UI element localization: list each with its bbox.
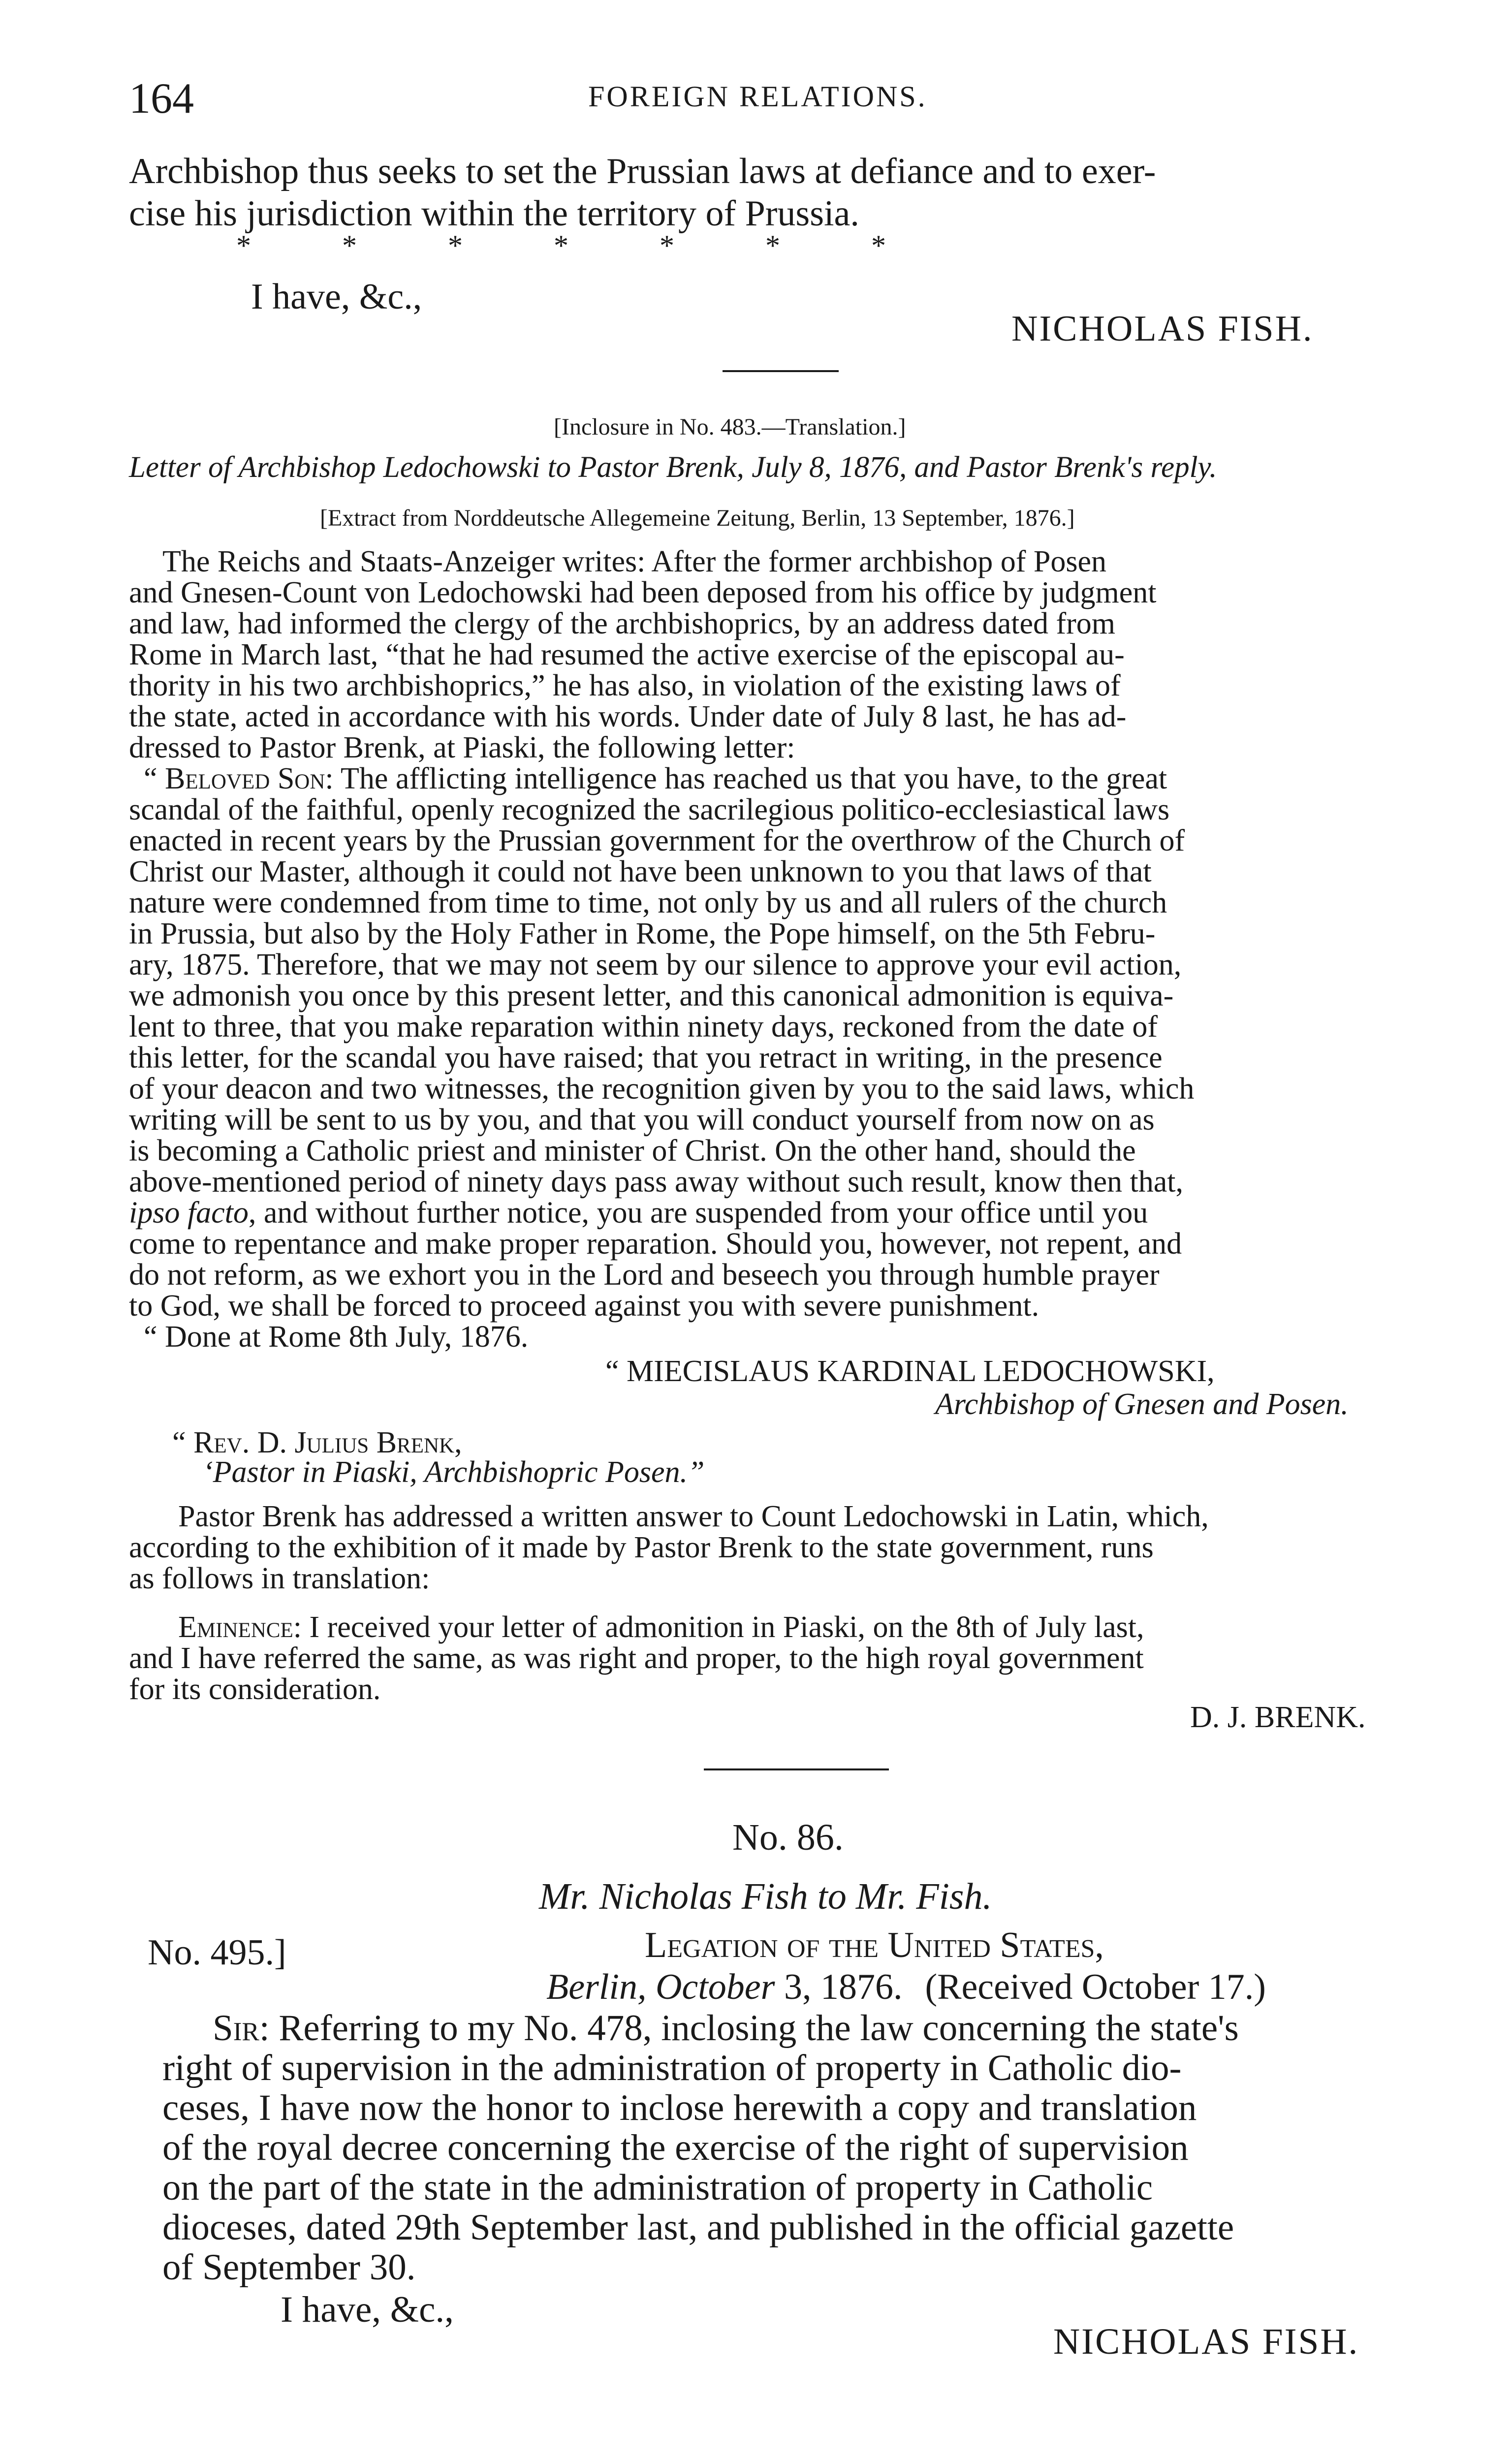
text-line: above-mentioned period of ninety days pass away without such result, know then that, (129, 1165, 1183, 1199)
text-line: and Gnesen-Count von Ledochowski had been deposed from his office by judgment (129, 576, 1157, 609)
addressee-name (172, 1427, 462, 1458)
text-line: for its consideration. (129, 1672, 381, 1706)
text-line: The Reichs and Staats-Anzeiger writes: After the former archbishop of Posen (162, 545, 1106, 578)
text-line (129, 1612, 1144, 1643)
text-line: this letter, for the scandal you have raised; that you retract in writing, in the presence (129, 1041, 1163, 1074)
text-line: and law, had informed the clergy of the archbishoprics, by an address dated from (129, 607, 1116, 640)
running-title: FOREIGN RELATIONS. (588, 80, 927, 113)
text-line: Pastor Brenk has addressed a written answer to Count Ledochowski in Latin, which, (178, 1500, 1209, 1533)
text-line: of your deacon and two witnesses, the recognition given by you to the said laws, which (129, 1072, 1195, 1105)
text-line: on the part of the state in the administration of property in Catholic (162, 2167, 1153, 2208)
text-line: of September 30. (162, 2247, 416, 2288)
text-fragment: , and without further notice, you are suspended from your office until you (248, 1196, 1148, 1230)
brenk-reply (129, 1612, 1144, 1705)
addressee-name-text: “ Rev. D. Julius Brenk, (172, 1426, 462, 1459)
text-line: is becoming a Catholic priest and minister of Christ. On the other hand, should the (129, 1134, 1136, 1167)
text-line: and I have referred the same, as was right and proper, to the high royal government (129, 1641, 1144, 1675)
text-line: to God, we shall be forced to proceed against you with severe punishment. (129, 1289, 1040, 1323)
text-line (129, 763, 1194, 794)
text-line: we admonish you once by this present letter, and this canonical admonition is equiva- (129, 979, 1174, 1012)
text-line: cise his jurisdiction within the territory of Prussia. (129, 193, 859, 234)
text-line (162, 2008, 1239, 2048)
cardinal-signature: “ MIECISLAUS KARDINAL LEDOCHOWSKI, (605, 1355, 1215, 1388)
text-line: ceses, I have now the honor to inclose herewith a copy and translation (162, 2087, 1197, 2128)
text-line: scandal of the faithful, openly recognized the sacrilegious politico-ecclesiastical laws (129, 793, 1170, 826)
addressee-title: ‘Pastor in Piaski, Archbishopric Posen.” (203, 1455, 705, 1489)
text-line: dioceses, dated 29th September last, and published in the official gazette (162, 2207, 1234, 2248)
brenk-signature: D. J. BRENK. (1190, 1701, 1366, 1734)
text-line: right of supervision in the administration of property in Catholic dio- (162, 2048, 1182, 2088)
opening-paragraph (129, 150, 1156, 235)
received-date: (Received October 17.) (925, 1967, 1266, 2007)
dispatch-body (162, 2008, 1239, 2287)
text-line: writing will be sent to us by you, and that you will conduct yourself from now on as (129, 1103, 1155, 1136)
place-date: Berlin, October (546, 1967, 775, 2007)
extract-source: [Extract from Norddeutsche Allegemeine Zeitung, Berlin, 13 September, 1876.] (320, 505, 1075, 531)
reply-salutation: Eminence: (178, 1610, 302, 1644)
text-line (129, 1198, 1194, 1229)
date-number: 3, 1876. (775, 1967, 903, 2007)
dispatch-closing: I have, &c., (281, 2289, 454, 2330)
ellipsis-stars: * * * * * * * (236, 229, 886, 262)
dispatch-salutation: Sir: (213, 2008, 270, 2049)
text-line: Christ our Master, although it could not have been unknown to you that laws of that (129, 855, 1152, 888)
letter-salutation: “ Beloved Son: (144, 762, 334, 795)
text-line: ary, 1875. Therefore, that we may not seem by our silence to approve your evil action, (129, 948, 1182, 981)
place-date-line (546, 1966, 1266, 2008)
text-line: enacted in recent years by the Prussian government for the overthrow of the Church of (129, 824, 1185, 857)
inclosure-title: Letter of Archbishop Ledochowski to Pastor Brenk, July 8, 1876, and Pastor Brenk's reply. (129, 451, 1217, 484)
archbishop-letter (129, 763, 1194, 1353)
text-fragment: I received your letter of admonition in Piaski, on the 8th of July last, (301, 1610, 1144, 1644)
cardinal-title: Archbishop of Gnesen and Posen. (935, 1388, 1349, 1421)
reply-intro (129, 1501, 1209, 1594)
section-rule (723, 370, 839, 372)
dispatch-number-heading: No. 86. (732, 1817, 844, 1858)
signature: NICHOLAS FISH. (1011, 309, 1314, 349)
section-rule (704, 1768, 889, 1770)
text-line: the state, acted in accordance with his words. Under date of July 8 last, he has ad- (129, 700, 1127, 733)
text-line: Archbishop thus seeks to set the Prussian laws at defiance and to exer- (129, 151, 1156, 191)
legation-heading: Legation of the United States, (645, 1925, 1104, 1965)
text-line: of the royal decree concerning the exercise of the right of supervision (162, 2127, 1189, 2168)
text-line: come to repentance and make proper reparation. Should you, however, not repent, and (129, 1227, 1182, 1261)
text-line: lent to three, that you make reparation within ninety days, reckoned from the date of (129, 1010, 1158, 1043)
text-fragment: Referring to my No. 478, inclosing the law concerning the state's (269, 2008, 1239, 2049)
intro-paragraph (129, 546, 1156, 763)
dispatch-signature: NICHOLAS FISH. (1053, 2321, 1359, 2362)
text-line: “ Done at Rome 8th July, 1876. (144, 1320, 529, 1354)
text-fragment: ipso facto (129, 1196, 249, 1230)
text-line: according to the exhibition of it made by Pastor Brenk to the state government, runs (129, 1531, 1154, 1564)
dispatch-title: Mr. Nicholas Fish to Mr. Fish. (539, 1876, 992, 1917)
text-line: do not reform, as we exhort you in the Lord and beseech you through humble prayer (129, 1258, 1160, 1292)
closing-formula: I have, &c., (251, 277, 422, 317)
text-line: dressed to Pastor Brenk, at Piaski, the following letter: (129, 731, 795, 764)
text-fragment: The afflicting intelligence has reached us that you have, to the great (333, 762, 1167, 795)
dispatch-ref-number: No. 495.] (148, 1932, 286, 1973)
text-line: nature were condemned from time to time, not only by us and all rulers of the church (129, 886, 1167, 919)
text-line: as follows in translation: (129, 1562, 430, 1595)
text-line: Rome in March last, “that he had resumed the active exercise of the episcopal au- (129, 638, 1125, 671)
inclosure-label: [Inclosure in No. 483.—Translation.] (554, 414, 906, 440)
page-number: 164 (129, 75, 194, 123)
text-line: in Prussia, but also by the Holy Father in Rome, the Pope himself, on the 5th Febru- (129, 917, 1156, 950)
text-line: thority in his two archbishoprics,” he has also, in violation of the existing laws of (129, 669, 1121, 702)
